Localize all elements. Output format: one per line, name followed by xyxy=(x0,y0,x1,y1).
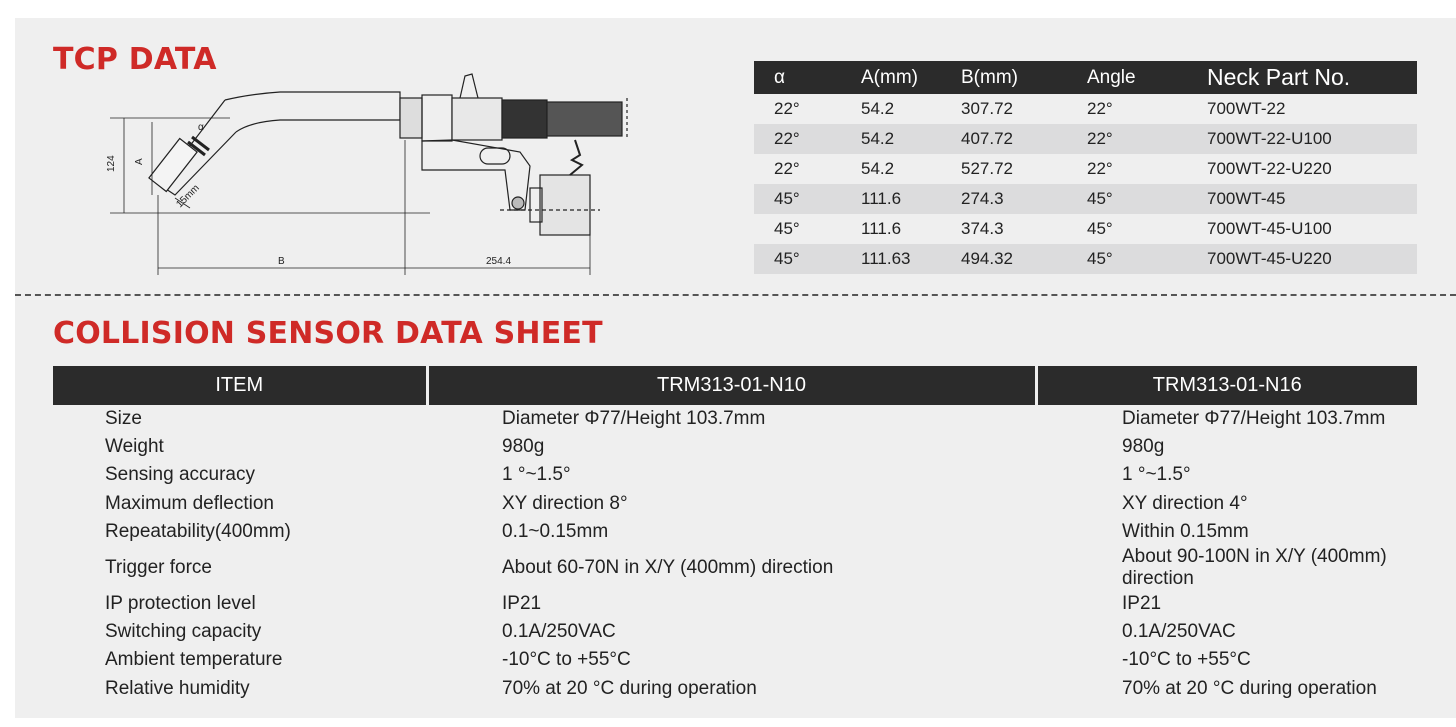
col-angle-header: Angle xyxy=(1087,61,1207,94)
cell-item: Weight xyxy=(105,436,164,458)
cell-angle: 22° xyxy=(1087,124,1207,154)
cell-alpha: 45° xyxy=(754,244,861,274)
collision-sensor-title: COLLISION SENSOR DATA SHEET xyxy=(53,316,603,351)
dim-alpha-label: α xyxy=(198,122,204,133)
cell-n10: 0.1~0.15mm xyxy=(502,520,609,542)
cell-n16: Within 0.15mm xyxy=(1122,520,1249,542)
col-alpha-header: α xyxy=(754,61,861,94)
cell-a: 54.2 xyxy=(861,124,961,154)
section-divider xyxy=(15,294,1456,296)
cell-item: IP protection level xyxy=(105,593,256,615)
col-b-header: B(mm) xyxy=(961,61,1087,94)
cell-n10: XY direction 8° xyxy=(502,492,628,514)
table-row xyxy=(53,646,1417,674)
dim-124-label: 124 xyxy=(106,155,117,172)
table-row xyxy=(53,618,1417,646)
cell-a: 54.2 xyxy=(861,99,895,118)
col-n16-header: TRM313-01-N16 xyxy=(1036,366,1417,405)
cell-n10: Diameter Φ77/Height 103.7mm xyxy=(502,408,766,430)
cell-item: Size xyxy=(105,408,142,430)
cell-alpha: 22° xyxy=(774,159,800,178)
table-row xyxy=(754,214,1417,244)
cell-angle: 45° xyxy=(1087,244,1207,274)
cell-n16: 0.1A/250VAC xyxy=(1122,621,1236,643)
cell-a: 111.63 xyxy=(861,244,961,274)
collision-header-row xyxy=(53,366,1417,405)
cell-b: 527.72 xyxy=(961,159,1013,178)
cell-n16: XY direction 4° xyxy=(1122,492,1248,514)
col-item-header: ITEM xyxy=(53,366,427,405)
table-row xyxy=(53,405,1417,433)
torch-technical-drawing xyxy=(100,70,640,280)
table-row xyxy=(754,184,1417,214)
cell-item: Repeatability(400mm) xyxy=(105,520,291,542)
cell-item: Relative humidity xyxy=(105,677,250,699)
cell-a: 111.6 xyxy=(861,184,961,214)
dim-b-label: B xyxy=(278,256,285,267)
tcp-header-row xyxy=(754,61,1417,94)
cell-angle: 45° xyxy=(1087,184,1207,214)
dim-a-label: A xyxy=(134,158,145,165)
cell-n10: About 60-70N in X/Y (400mm) direction xyxy=(502,556,834,578)
cell-n10: 1 °~1.5° xyxy=(502,464,571,486)
table-row xyxy=(53,490,1417,518)
cell-item: Maximum deflection xyxy=(105,492,274,514)
cell-n16: 70% at 20 °C during operation xyxy=(1122,677,1377,699)
col-a-header: A(mm) xyxy=(861,61,961,94)
cell-n10: 0.1A/250VAC xyxy=(502,621,616,643)
cell-b: 307.72 xyxy=(961,99,1013,118)
cell-angle: 22° xyxy=(1087,99,1113,118)
cell-n10: 980g xyxy=(502,436,545,458)
cell-neck-part: 700WT-22-U220 xyxy=(1207,159,1332,178)
cell-b: 407.72 xyxy=(961,124,1087,154)
cell-neck-part: 700WT-45 xyxy=(1207,184,1417,214)
table-row xyxy=(53,518,1417,546)
table-row xyxy=(53,546,1417,590)
cell-item: Ambient temperature xyxy=(105,649,283,671)
cell-alpha: 45° xyxy=(774,219,800,238)
cell-n16: 980g xyxy=(1122,436,1165,458)
table-row xyxy=(754,124,1417,154)
cell-a: 111.6 xyxy=(861,219,902,238)
cell-n16: IP21 xyxy=(1122,593,1162,615)
cell-neck-part: 700WT-45-U100 xyxy=(1207,219,1332,238)
table-row xyxy=(53,433,1417,461)
dim-15mm-label: 15mm xyxy=(174,182,202,211)
table-row xyxy=(53,590,1417,618)
cell-neck-part: 700WT-45-U220 xyxy=(1207,244,1417,274)
cell-alpha: 22° xyxy=(774,99,800,118)
dim-254-label: 254.4 xyxy=(486,256,512,267)
tcp-data-table xyxy=(754,61,1417,274)
cell-b: 274.3 xyxy=(961,184,1087,214)
cell-item: Trigger force xyxy=(105,556,212,578)
collision-sensor-table xyxy=(53,366,1417,703)
cell-a: 54.2 xyxy=(861,159,895,178)
table-row xyxy=(53,461,1417,489)
cell-item: Switching capacity xyxy=(105,621,262,643)
cell-n16: 1 °~1.5° xyxy=(1122,464,1191,486)
cell-neck-part: 700WT-22 xyxy=(1207,99,1286,118)
table-row xyxy=(754,244,1417,274)
cell-angle: 45° xyxy=(1087,219,1113,238)
table-row xyxy=(754,154,1417,184)
cell-n16: -10°C to +55°C xyxy=(1122,649,1251,671)
cell-n16: About 90-100N in X/Y (400mm) direction xyxy=(1122,545,1387,589)
cell-item: Sensing accuracy xyxy=(105,464,255,486)
cell-angle: 22° xyxy=(1087,159,1113,178)
tcp-data-title: TCP DATA xyxy=(53,42,217,77)
cell-b: 494.32 xyxy=(961,244,1087,274)
cell-n16: Diameter Φ77/Height 103.7mm xyxy=(1122,408,1386,430)
cell-n10: 70% at 20 °C during operation xyxy=(502,677,757,699)
cell-neck-part: 700WT-22-U100 xyxy=(1207,124,1417,154)
cell-n10: IP21 xyxy=(502,593,542,615)
cell-b: 374.3 xyxy=(961,219,1004,238)
cell-n10: -10°C to +55°C xyxy=(502,649,631,671)
table-row xyxy=(53,675,1417,703)
col-n10-header: TRM313-01-N10 xyxy=(427,366,1036,405)
table-row xyxy=(754,94,1417,124)
col-neck-part-header: Neck Part No. xyxy=(1207,61,1417,94)
cell-alpha: 45° xyxy=(754,184,861,214)
cell-alpha: 22° xyxy=(754,124,861,154)
